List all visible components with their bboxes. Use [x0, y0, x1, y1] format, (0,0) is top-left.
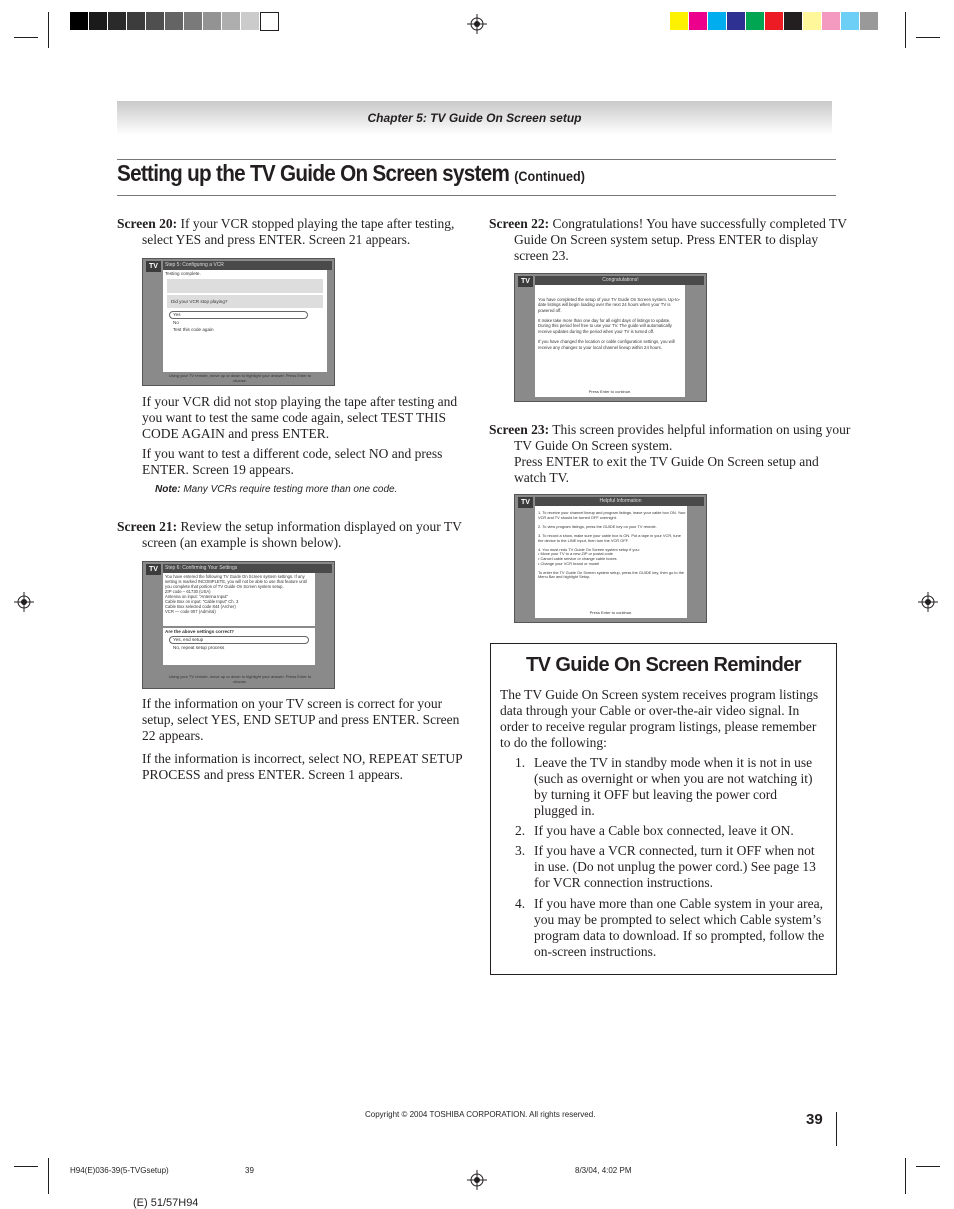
gray-swatch [146, 12, 164, 30]
screen-footer: Press Enter to continue. [588, 389, 632, 394]
crop-mark [905, 1158, 906, 1194]
color-swatch [727, 12, 745, 30]
option-no: No [173, 320, 179, 325]
color-swatch [841, 12, 859, 30]
crop-mark [14, 1166, 38, 1167]
crop-mark [14, 37, 38, 38]
screen22-paragraph: Screen 22: Congratulations! You have successfully completed TV Guide On Screen system setup. Press ENTER to display screen 23. [489, 216, 847, 263]
slug-file: H94(E)036-39(5-TVGsetup) [70, 1166, 169, 1175]
slug-page: 39 [245, 1166, 254, 1175]
color-swatch [822, 12, 840, 30]
color-swatch [860, 12, 878, 30]
chapter-header [117, 101, 832, 135]
crop-mark [48, 12, 49, 48]
gray-swatch [203, 12, 221, 30]
screen-question: Did your VCR stop playing? [171, 299, 228, 304]
screen-title: Helpful Information [535, 497, 704, 506]
tv-logo: TV [518, 497, 533, 508]
screen-footer: Using your TV remote, move up or down to highlight your answer. Press Enter to choose. [168, 674, 312, 684]
registration-mark-icon [14, 592, 34, 612]
option-yes: Yes [173, 312, 181, 317]
screen23-paragraph: Screen 23: This screen provides helpful information on using your TV Guide On Screen system. Press ENTER to exit the TV Guide On Screen setup and watch TV. [489, 422, 851, 485]
option-no-repeat: No, repeat setup process [173, 645, 225, 650]
screen-title: Congratulations! [535, 276, 704, 285]
screen-body: 1. To receive your channel lineup and program listings, leave your cable box ON. Your VCR and TV should be turned OFF overnight. 2. To view program listings, press the GUIDE key on your TV remote. 3. To record a show, make sure your cable box is ON. Put a tape in your VCR, tune the device to the LINE input, then turn the VCR OFF. 4. You must redo TV Guide On Screen system setup if you: • Move your TV to a new ZIP or postal code • Cancel cable service or change cable boxes • Change your VCR brand or model To enter the TV Guide On Screen system setup, press the GUIDE key, then go to the Menu Bar and highlight Setup. [538, 510, 686, 580]
different-code-paragraph: If you want to test a different code, select NO and press ENTER. Screen 19 appears. [142, 446, 443, 477]
tv-logo: TV [146, 261, 161, 272]
screen20-image [142, 258, 335, 386]
note: Note: Many VCRs require testing more than one code. [155, 484, 398, 495]
color-swatch [803, 12, 821, 30]
crop-mark [916, 37, 940, 38]
screen21-image [142, 561, 335, 689]
gray-swatch [127, 12, 145, 30]
screen-subtitle: Testing complete. [165, 271, 201, 276]
chapter-title: Chapter 5: TV Guide On Screen setup [367, 111, 582, 125]
screen-body: You have entered the following TV Guide On Screen system settings. If any setting is marked INCOMPLETE, you will not be able to use that feature until you complete that portion of TV Guide On Screen system setup. ZIP code – 61730 (USA) Antenna on input: "Antenna Input" Cable Box on input: "Cable Input" Ch. 3 Cable Box selected code 844 (Archer) VCR — code 007 (Admiral) [165, 574, 307, 614]
gray-swatch [222, 12, 240, 30]
registration-mark-icon [467, 14, 487, 34]
color-swatch [670, 12, 688, 30]
model-slug: (E) 51/57H94 [133, 1197, 199, 1209]
color-swatch [784, 12, 802, 30]
screen22-image [514, 273, 707, 402]
gray-swatch [108, 12, 126, 30]
screen23-image [514, 494, 707, 623]
slug-date: 8/3/04, 4:02 PM [575, 1166, 632, 1175]
gray-swatch [165, 12, 183, 30]
gray-swatch [89, 12, 107, 30]
copyright: Copyright © 2004 TOSHIBA CORPORATION. All rights reserved. [365, 1110, 596, 1119]
gray-swatch [260, 12, 279, 31]
gray-swatch [241, 12, 259, 30]
option-yes-end-setup: Yes, end setup [173, 637, 204, 642]
color-swatch [765, 12, 783, 30]
reminder-title: TV Guide On Screen Reminder [526, 654, 801, 676]
registration-mark-icon [918, 592, 938, 612]
color-swatch [689, 12, 707, 30]
crop-mark [48, 1158, 49, 1194]
gray-swatch [184, 12, 202, 30]
title-rule-bottom [117, 195, 836, 196]
registration-mark-icon [467, 1170, 487, 1190]
page-number: 39 [806, 1111, 823, 1128]
screen-footer: Press Enter to continue. [589, 610, 633, 615]
page-title: Setting up the TV Guide On Screen system (Continued) [117, 160, 585, 186]
tv-logo: TV [518, 276, 533, 287]
option-test-again: Test this code again [173, 327, 214, 332]
color-swatch [708, 12, 726, 30]
crop-mark [905, 12, 906, 48]
vcr-not-stop-paragraph: If your VCR did not stop playing the tape after testing and you want to test the same code again, select TEST THIS CODE AGAIN and press ENTER. [142, 394, 458, 441]
info-incorrect-paragraph: If the information is incorrect, select NO, REPEAT SETUP PROCESS and press ENTER. Screen 1 appears. [142, 751, 463, 782]
gray-swatch [70, 12, 88, 30]
page-number-rule [836, 1112, 837, 1146]
reminder-intro: The TV Guide On Screen system receives program listings data through your Cable or over-the-air video signal. In order to receive regular program listings, please remember to do the following: [500, 687, 819, 750]
color-swatch [746, 12, 764, 30]
screen-body: You have completed the setup of your TV Guide On Screen system. Up-to-date listings will begin loading over the next 24 hours when your TV is powered off. It make take more than one day for all eight days of listings to update. During this period feel free to use your TV. The guide will automatically receive updates during the period when your TV is turned off. If you have changed the location or cable configuration settings, you will receive any changes to your local channel lineup within 24 hours. [538, 297, 681, 350]
screen-footer: Using your TV remote, move up or down to highlight your answer. Press Enter to choose. [168, 373, 312, 383]
info-correct-paragraph: If the information on your TV screen is correct for your setup, select YES, END SETUP and press ENTER. Screen 22 appears. [142, 696, 460, 743]
screen21-paragraph: Screen 21: Review the setup information displayed on your TV screen (an example is shown below). [117, 519, 462, 550]
screen-title: Step 6: Confirming Your Settings [163, 564, 332, 573]
screen20-paragraph: Screen 20: If your VCR stopped playing the tape after testing, select YES and press ENTER. Screen 21 appears. [117, 216, 455, 247]
crop-mark [916, 1166, 940, 1167]
screen-question: Are the above settings correct? [165, 629, 234, 634]
tv-logo: TV [146, 564, 161, 575]
reminder-box: TV Guide On Screen Reminder The TV Guide On Screen system receives program listings data through your Cable or over-the-air video signal. In order to receive regular program listings, please remember to do the following: 1. Leave the TV in standby mode when it is not in use (such as overnight or when you are not watching it) by turning it OFF but leaving the power cord plugged in. 2. If you have a Cable box connected, leave it ON. 3. If you have a VCR connected, turn it OFF when not in use. (Do not unplug the power cord.) See page 13 for VCR connection instructions. 4. If you have more than one Cable system in your area, you may be prompted to select which Cable system’s program data to download. If so prompted, follow the on-screen instructions. [490, 643, 837, 975]
screen-title: Step 5: Configuring a VCR [163, 261, 332, 270]
